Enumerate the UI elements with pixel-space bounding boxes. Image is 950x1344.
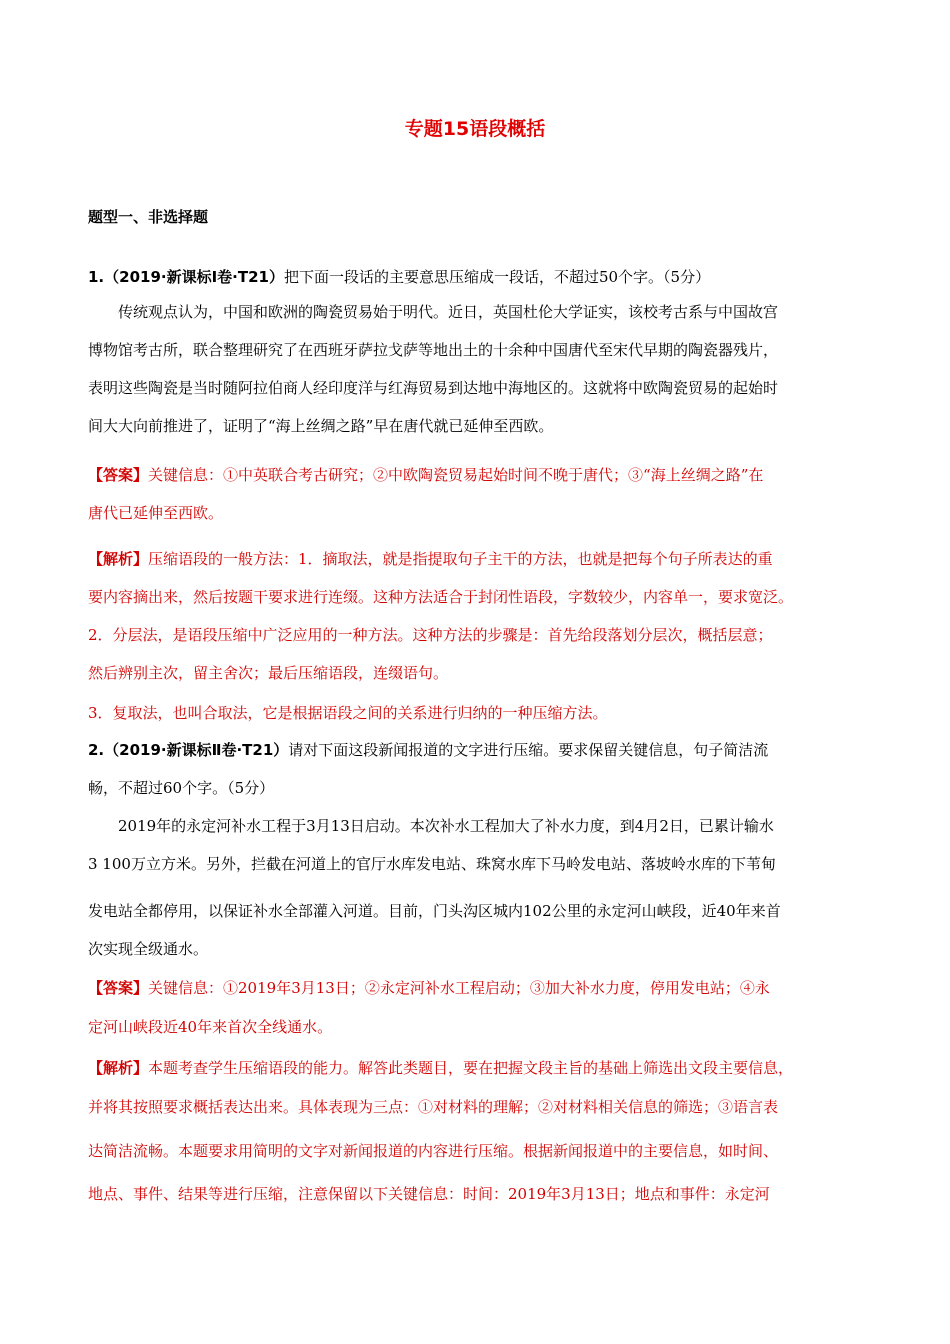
section-heading: 题型一、非选择题 — [88, 208, 209, 226]
q2-prompt: 请对下面这段新闻报道的文字进行压缩。要求保留关键信息，句子简洁流 — [288, 741, 769, 759]
q1-analysis-text: 压缩语段的一般方法：1．摘取法，就是指提取句子主干的方法，也就是把每个句子所表达的重 — [148, 550, 773, 568]
q2-passage-line: 3 100万立方米。另外，拦截在河道上的官厅水库发电站、珠窝水库下马岭发电站、落坡岭水库的下苇甸 — [88, 855, 776, 873]
q1-analysis-line: 然后辨别主次，留主舍次；最后压缩语段，连缀语句。 — [88, 664, 449, 682]
q1-analysis-line: 2．分层法，是语段压缩中广泛应用的一种方法。这种方法的步骤是：首先给段落划分层次，概括层意； — [88, 626, 773, 644]
q2-prompt-line: 畅，不超过60个字。（5分） — [88, 779, 275, 797]
q1-analysis-label: 【解析】 — [88, 550, 149, 568]
page-title: 专题15语段概括 — [404, 118, 546, 140]
q1-answer-label: 【答案】 — [88, 466, 149, 484]
q1-analysis — [88, 548, 773, 569]
q1-passage-line: 间大大向前推进了，证明了“海上丝绸之路”早在唐代就已延伸至西欧。 — [88, 417, 554, 435]
q2-passage-line: 发电站全都停用，以保证补水全部灌入河道。目前，门头沟区城内102公里的永定河山峡段，近40年来首 — [88, 902, 781, 920]
q2-answer — [88, 977, 770, 998]
q1-passage-line: 传统观点认为，中国和欧洲的陶瓷贸易始于明代。近日，英国杜伦大学证实，该校考古系与中国故宫 — [118, 303, 779, 321]
q1-header — [88, 266, 710, 287]
q2-number-source: 2.（2019·新课标Ⅱ卷·T21） — [88, 741, 289, 759]
q2-passage-line: 2019年的永定河补水工程于3月13日启动。本次补水工程加大了补水力度，到4月2日，已累计输水 — [118, 817, 774, 835]
q1-answer-text: 关键信息：①中英联合考古研究；②中欧陶瓷贸易起始时间不晚于唐代；③“海上丝绸之路”在 — [148, 466, 764, 484]
q1-analysis-line: 3．复取法，也叫合取法，它是根据语段之间的关系进行归纳的一种压缩方法。 — [88, 704, 608, 722]
q2-passage-line: 次实现全级通水。 — [88, 940, 209, 958]
q2-header — [88, 739, 768, 760]
q1-passage-line: 博物馆考古所，联合整理研究了在西班牙萨拉戈萨等地出土的十余种中国唐代至宋代早期的陶瓷器残片， — [88, 341, 779, 359]
q1-number-source: 1.（2019·新课标Ⅰ卷·T21） — [88, 268, 284, 286]
q1-prompt: 把下面一段话的主要意思压缩成一段话，不超过50个字。（5分） — [283, 268, 711, 286]
q2-analysis-line: 并将其按照要求概括表达出来。具体表现为三点：①对材料的理解；②对材料相关信息的筛选；③语言表 — [88, 1098, 779, 1116]
q2-analysis-line: 地点、事件、结果等进行压缩，注意保留以下关键信息：时间：2019年3月13日；地点和事件：永定河 — [88, 1185, 770, 1203]
q2-answer-label: 【答案】 — [88, 979, 149, 997]
q1-analysis-line: 要内容摘出来，然后按题干要求进行连缀。这种方法适合于封闭性语段，字数较少，内容单一，要求宽泛。 — [88, 588, 794, 606]
q1-answer — [88, 464, 763, 485]
q1-passage-line: 表明这些陶瓷是当时随阿拉伯商人经印度洋与红海贸易到达地中海地区的。这就将中欧陶瓷贸易的起始时 — [88, 379, 779, 397]
q2-answer-text: 关键信息：①2019年3月13日；②永定河补水工程启动；③加大补水力度，停用发电站；④永 — [148, 979, 770, 997]
q2-analysis-text: 本题考查学生压缩语段的能力。解答此类题目，要在把握文段主旨的基础上筛选出文段主要信息， — [148, 1059, 794, 1077]
q2-analysis-label: 【解析】 — [88, 1059, 149, 1077]
q2-analysis-line: 达简洁流畅。本题要求用简明的文字对新闻报道的内容进行压缩。根据新闻报道中的主要信息，如时间、 — [88, 1142, 779, 1160]
q2-answer-line: 定河山峡段近40年来首次全线通水。 — [88, 1018, 333, 1036]
q1-answer-line: 唐代已延伸至西欧。 — [88, 504, 224, 522]
q2-analysis — [88, 1057, 793, 1078]
